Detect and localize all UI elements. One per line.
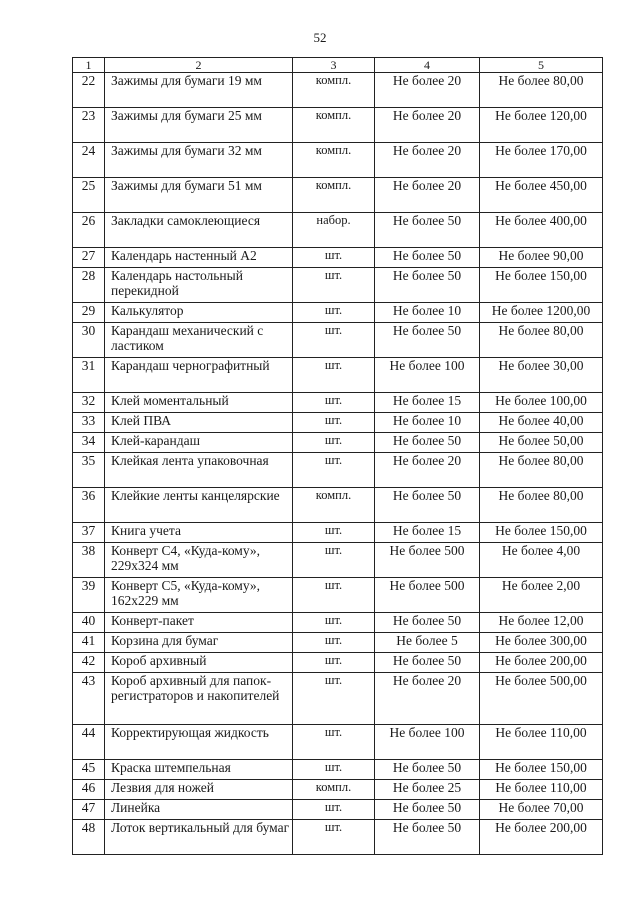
item-number: 28 xyxy=(73,268,105,303)
column-header-2: 2 xyxy=(105,58,293,73)
item-name: Короб архивный xyxy=(105,653,293,673)
item-name: Корректирующая жидкость xyxy=(105,725,293,760)
item-number: 32 xyxy=(73,393,105,413)
table-row xyxy=(73,780,603,800)
item-quantity: Не более 20 xyxy=(375,673,480,725)
item-quantity: Не более 20 xyxy=(375,108,480,143)
item-price: Не более 150,00 xyxy=(480,268,603,303)
item-name: Калькулятор xyxy=(105,303,293,323)
item-name: Закладки самоклеющиеся xyxy=(105,213,293,248)
table-row xyxy=(73,820,603,855)
item-name: Клей ПВА xyxy=(105,413,293,433)
item-name: Клей-карандаш xyxy=(105,433,293,453)
table-row xyxy=(73,143,603,178)
item-quantity: Не более 100 xyxy=(375,358,480,393)
item-number: 46 xyxy=(73,780,105,800)
item-price: Не более 110,00 xyxy=(480,780,603,800)
item-quantity: Не более 50 xyxy=(375,760,480,780)
item-quantity: Не более 5 xyxy=(375,633,480,653)
item-number: 22 xyxy=(73,73,105,108)
item-price: Не более 120,00 xyxy=(480,108,603,143)
item-price: Не более 90,00 xyxy=(480,248,603,268)
item-number: 39 xyxy=(73,578,105,613)
item-name: Лоток вертикальный для бумаг xyxy=(105,820,293,855)
column-header-5: 5 xyxy=(480,58,603,73)
item-name: Зажимы для бумаги 51 мм xyxy=(105,178,293,213)
table-row xyxy=(73,413,603,433)
item-quantity: Не более 10 xyxy=(375,303,480,323)
table-body xyxy=(73,73,603,855)
table-row xyxy=(73,303,603,323)
table-row xyxy=(73,488,603,523)
item-price: Не более 100,00 xyxy=(480,393,603,413)
item-unit: шт. xyxy=(293,613,375,633)
item-unit: шт. xyxy=(293,303,375,323)
item-number: 31 xyxy=(73,358,105,393)
table-row xyxy=(73,323,603,358)
item-unit: компл. xyxy=(293,143,375,178)
column-header-3: 3 xyxy=(293,58,375,73)
item-name: Корзина для бумаг xyxy=(105,633,293,653)
table-row xyxy=(73,358,603,393)
table-row xyxy=(73,248,603,268)
item-number: 38 xyxy=(73,543,105,578)
item-number: 47 xyxy=(73,800,105,820)
item-name: Краска штемпельная xyxy=(105,760,293,780)
item-quantity: Не более 50 xyxy=(375,213,480,248)
item-name: Конверт-пакет xyxy=(105,613,293,633)
item-name: Линейка xyxy=(105,800,293,820)
item-unit: компл. xyxy=(293,108,375,143)
item-number: 24 xyxy=(73,143,105,178)
item-unit: шт. xyxy=(293,725,375,760)
item-quantity: Не более 500 xyxy=(375,543,480,578)
item-price: Не более 30,00 xyxy=(480,358,603,393)
item-quantity: Не более 50 xyxy=(375,653,480,673)
item-name: Лезвия для ножей xyxy=(105,780,293,800)
table-row xyxy=(73,543,603,578)
item-number: 33 xyxy=(73,413,105,433)
item-number: 23 xyxy=(73,108,105,143)
item-unit: шт. xyxy=(293,248,375,268)
item-price: Не более 200,00 xyxy=(480,653,603,673)
item-name: Карандаш чернографитный xyxy=(105,358,293,393)
item-quantity: Не более 50 xyxy=(375,248,480,268)
item-number: 43 xyxy=(73,673,105,725)
item-quantity: Не более 500 xyxy=(375,578,480,613)
item-unit: шт. xyxy=(293,268,375,303)
table-row xyxy=(73,393,603,413)
item-price: Не более 1200,00 xyxy=(480,303,603,323)
item-quantity: Не более 50 xyxy=(375,613,480,633)
item-price: Не более 12,00 xyxy=(480,613,603,633)
item-number: 45 xyxy=(73,760,105,780)
item-quantity: Не более 50 xyxy=(375,323,480,358)
table-row xyxy=(73,578,603,613)
item-name: Конверт С5, «Куда-кому», 162х229 мм xyxy=(105,578,293,613)
item-number: 30 xyxy=(73,323,105,358)
item-unit: шт. xyxy=(293,393,375,413)
item-price: Не более 2,00 xyxy=(480,578,603,613)
item-unit: шт. xyxy=(293,358,375,393)
item-number: 25 xyxy=(73,178,105,213)
item-unit: компл. xyxy=(293,780,375,800)
table-row xyxy=(73,73,603,108)
item-quantity: Не более 50 xyxy=(375,488,480,523)
item-price: Не более 80,00 xyxy=(480,73,603,108)
item-unit: набор. xyxy=(293,213,375,248)
column-header-4: 4 xyxy=(375,58,480,73)
item-quantity: Не более 15 xyxy=(375,523,480,543)
item-number: 40 xyxy=(73,613,105,633)
item-number: 35 xyxy=(73,453,105,488)
item-quantity: Не более 20 xyxy=(375,453,480,488)
item-name: Карандаш механический с ластиком xyxy=(105,323,293,358)
item-price: Не более 70,00 xyxy=(480,800,603,820)
item-number: 26 xyxy=(73,213,105,248)
item-unit: компл. xyxy=(293,488,375,523)
item-name: Клейкие ленты канцелярские xyxy=(105,488,293,523)
item-unit: компл. xyxy=(293,178,375,213)
item-unit: шт. xyxy=(293,760,375,780)
item-number: 48 xyxy=(73,820,105,855)
item-price: Не более 150,00 xyxy=(480,760,603,780)
item-quantity: Не более 20 xyxy=(375,143,480,178)
item-quantity: Не более 20 xyxy=(375,178,480,213)
item-quantity: Не более 10 xyxy=(375,413,480,433)
item-number: 42 xyxy=(73,653,105,673)
item-unit: шт. xyxy=(293,543,375,578)
item-unit: шт. xyxy=(293,653,375,673)
table-row xyxy=(73,613,603,633)
item-quantity: Не более 50 xyxy=(375,268,480,303)
item-quantity: Не более 50 xyxy=(375,433,480,453)
table-row xyxy=(73,453,603,488)
item-number: 37 xyxy=(73,523,105,543)
item-price: Не более 200,00 xyxy=(480,820,603,855)
item-name: Зажимы для бумаги 32 мм xyxy=(105,143,293,178)
item-quantity: Не более 50 xyxy=(375,820,480,855)
item-name: Клейкая лента упаковочная xyxy=(105,453,293,488)
item-price: Не более 450,00 xyxy=(480,178,603,213)
item-name: Клей моментальный xyxy=(105,393,293,413)
table-row xyxy=(73,760,603,780)
item-unit: шт. xyxy=(293,578,375,613)
table-row xyxy=(73,178,603,213)
item-unit: шт. xyxy=(293,523,375,543)
item-name: Книга учета xyxy=(105,523,293,543)
item-price: Не более 500,00 xyxy=(480,673,603,725)
item-unit: шт. xyxy=(293,800,375,820)
item-unit: шт. xyxy=(293,413,375,433)
item-unit: компл. xyxy=(293,73,375,108)
item-unit: шт. xyxy=(293,433,375,453)
item-price: Не более 80,00 xyxy=(480,323,603,358)
item-quantity: Не более 20 xyxy=(375,73,480,108)
table-row xyxy=(73,433,603,453)
item-name: Зажимы для бумаги 25 мм xyxy=(105,108,293,143)
item-quantity: Не более 100 xyxy=(375,725,480,760)
item-number: 44 xyxy=(73,725,105,760)
column-header-1: 1 xyxy=(73,58,105,73)
item-quantity: Не более 50 xyxy=(375,800,480,820)
item-unit: шт. xyxy=(293,673,375,725)
table-row xyxy=(73,213,603,248)
table-row xyxy=(73,653,603,673)
table-row xyxy=(73,268,603,303)
item-price: Не более 80,00 xyxy=(480,453,603,488)
item-quantity: Не более 25 xyxy=(375,780,480,800)
item-quantity: Не более 15 xyxy=(375,393,480,413)
item-price: Не более 80,00 xyxy=(480,488,603,523)
table-row xyxy=(73,725,603,760)
item-price: Не более 110,00 xyxy=(480,725,603,760)
item-number: 29 xyxy=(73,303,105,323)
item-name: Календарь настенный А2 xyxy=(105,248,293,268)
page-number: 52 xyxy=(313,30,327,45)
table-row xyxy=(73,673,603,725)
item-name: Короб архивный для папок-регистраторов и накопителей xyxy=(105,673,293,725)
item-number: 27 xyxy=(73,248,105,268)
table-row xyxy=(73,633,603,653)
item-unit: шт. xyxy=(293,453,375,488)
item-name: Зажимы для бумаги 19 мм xyxy=(105,73,293,108)
item-number: 41 xyxy=(73,633,105,653)
item-price: Не более 400,00 xyxy=(480,213,603,248)
item-unit: шт. xyxy=(293,633,375,653)
item-number: 36 xyxy=(73,488,105,523)
table-header-row xyxy=(73,58,603,73)
items-table xyxy=(72,57,603,855)
item-price: Не более 40,00 xyxy=(480,413,603,433)
table-row xyxy=(73,800,603,820)
item-price: Не более 4,00 xyxy=(480,543,603,578)
item-unit: шт. xyxy=(293,323,375,358)
table-row xyxy=(73,108,603,143)
item-price: Не более 170,00 xyxy=(480,143,603,178)
item-price: Не более 300,00 xyxy=(480,633,603,653)
item-name: Календарь настольный перекидной xyxy=(105,268,293,303)
item-name: Конверт С4, «Куда-кому», 229х324 мм xyxy=(105,543,293,578)
item-number: 34 xyxy=(73,433,105,453)
table-row xyxy=(73,523,603,543)
item-price: Не более 150,00 xyxy=(480,523,603,543)
item-unit: шт. xyxy=(293,820,375,855)
item-price: Не более 50,00 xyxy=(480,433,603,453)
